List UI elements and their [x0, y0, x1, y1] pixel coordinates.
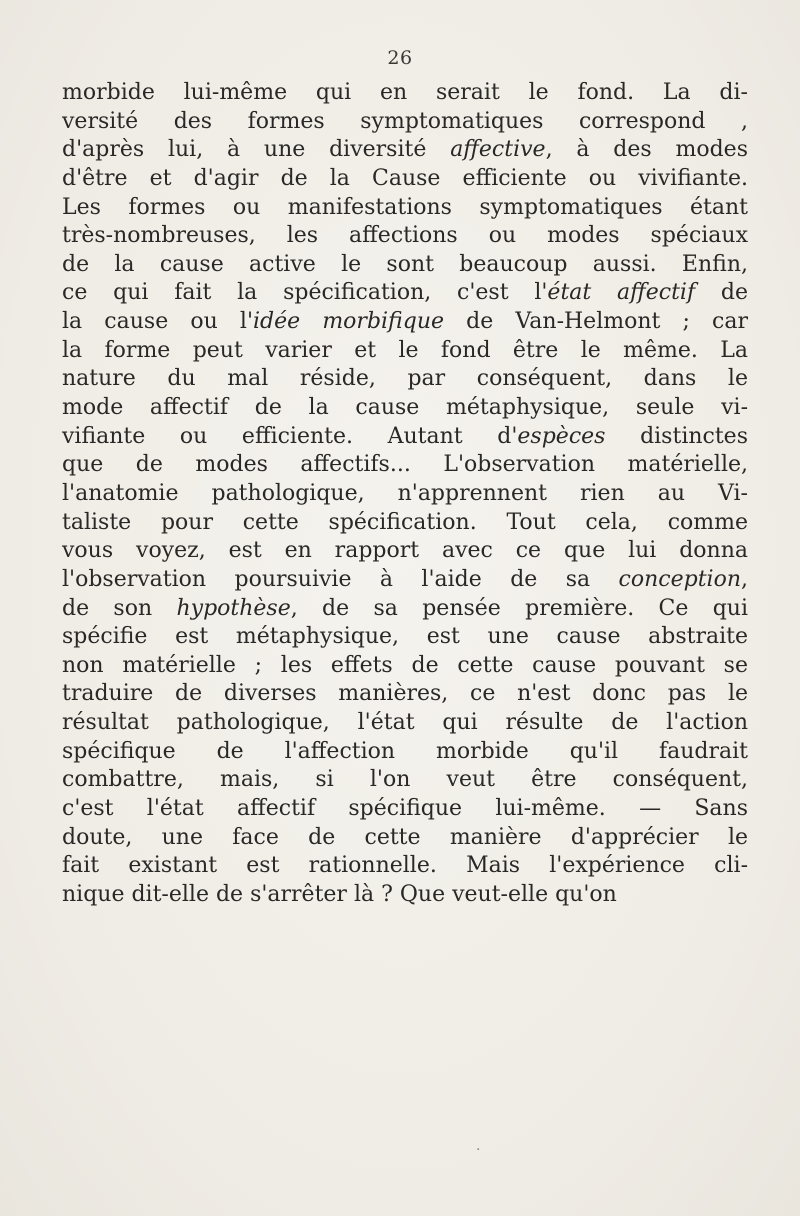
text-line: [62, 881, 748, 910]
text-segment: résultat pathologique, l'état qui résulte de l'action: [62, 710, 748, 736]
text-segment: d'être et d'agir de la Cause efficiente ou vivifiante.: [62, 165, 748, 191]
text-line: [62, 566, 748, 595]
italic-text: conception: [618, 566, 741, 592]
text-line: [62, 194, 748, 223]
text-segment: de Van-Helmont ; car: [444, 309, 749, 335]
text-segment: doute, une face de cette manière d'apprécier le: [62, 824, 748, 850]
text-segment: d'après lui, à une diversité: [62, 137, 451, 163]
text-line: [62, 108, 748, 137]
text-segment: ,: [741, 566, 748, 592]
text-segment: Les formes ou manifestations symptomatiques étant: [62, 194, 748, 220]
text-segment: combattre, mais, si l'on veut être conséquent,: [62, 767, 748, 793]
text-line: [62, 709, 748, 738]
text-segment: ce qui fait la spécification, c'est l': [62, 280, 548, 306]
text-segment: , de sa pensée première. Ce qui: [290, 595, 748, 621]
text-segment: distinctes: [605, 423, 748, 449]
text-segment: très-nombreuses, les affections ou modes spéciaux: [62, 223, 748, 249]
text-line: [62, 165, 748, 194]
ink-speck: ·: [476, 1142, 481, 1158]
text-segment: de son: [62, 595, 177, 621]
italic-text: espèces: [517, 423, 606, 449]
text-line: [62, 279, 748, 308]
text-segment: l'anatomie pathologique, n'apprennent rien au Vi-: [62, 480, 748, 506]
text-line: [62, 652, 748, 681]
text-line: [62, 595, 748, 624]
text-line: [62, 308, 748, 337]
text-segment: nature du mal réside, par conséquent, dans le: [62, 366, 748, 392]
text-segment: vous voyez, est en rapport avec ce que lui donna: [62, 538, 748, 564]
text-line: [62, 509, 748, 538]
italic-text: état affectif: [547, 280, 696, 306]
text-segment: la forme peut varier et le fond être le même. La: [62, 337, 748, 363]
text-line: [62, 680, 748, 709]
text-segment: non matérielle ; les effets de cette cause pouvant se: [62, 652, 748, 678]
text-line: [62, 451, 748, 480]
text-segment: la cause ou l': [62, 309, 254, 335]
text-line: [62, 480, 748, 509]
text-segment: de: [695, 280, 749, 306]
text-line: [62, 423, 748, 452]
text-segment: de la cause active le sont beaucoup aussi. Enfin,: [62, 251, 748, 277]
text-segment: que de modes affectifs... L'observation matérielle,: [62, 452, 748, 478]
text-segment: traduire de diverses manières, ce n'est donc pas le: [62, 681, 748, 707]
text-line: [62, 394, 748, 423]
text-segment: , à des modes: [545, 137, 748, 163]
text-line: [62, 623, 748, 652]
text-line: [62, 824, 748, 853]
text-segment: spécifique de l'affection morbide qu'il faudrait: [62, 738, 748, 764]
text-segment: nique dit-elle de s'arrêter là ? Que veut-elle qu'on: [62, 881, 617, 907]
text-segment: l'observation poursuivie à l'aide de sa: [62, 566, 619, 592]
text-line: [62, 852, 748, 881]
text-line: [62, 222, 748, 251]
text-line: [62, 766, 748, 795]
text-line: [62, 79, 748, 108]
text-segment: vifiante ou efficiente. Autant d': [62, 423, 518, 449]
text-line: [62, 738, 748, 767]
text-line: [62, 337, 748, 366]
italic-text: idée morbifique: [253, 309, 445, 335]
text-line: [62, 795, 748, 824]
text-segment: taliste pour cette spécification. Tout cela, comme: [62, 509, 748, 535]
text-segment: mode affectif de la cause métaphysique, seule vi-: [62, 395, 748, 421]
text-segment: spécifie est métaphysique, est une cause abstraite: [62, 624, 748, 650]
text-segment: versité des formes symptomatiques correspond ,: [62, 108, 748, 134]
text-line: [62, 537, 748, 566]
text-line: [62, 251, 748, 280]
italic-text: hypothèse: [176, 595, 291, 621]
italic-text: affective: [450, 137, 546, 163]
page-number: 26: [387, 47, 413, 69]
text-segment: morbide lui-même qui en serait le fond. La di-: [62, 80, 748, 105]
text-body: [62, 79, 748, 910]
text-segment: fait existant est rationnelle. Mais l'expérience cli-: [62, 853, 748, 879]
text-line: [62, 136, 748, 165]
text-line: [62, 365, 748, 394]
text-segment: c'est l'état affectif spécifique lui-même. — Sans: [62, 796, 748, 822]
